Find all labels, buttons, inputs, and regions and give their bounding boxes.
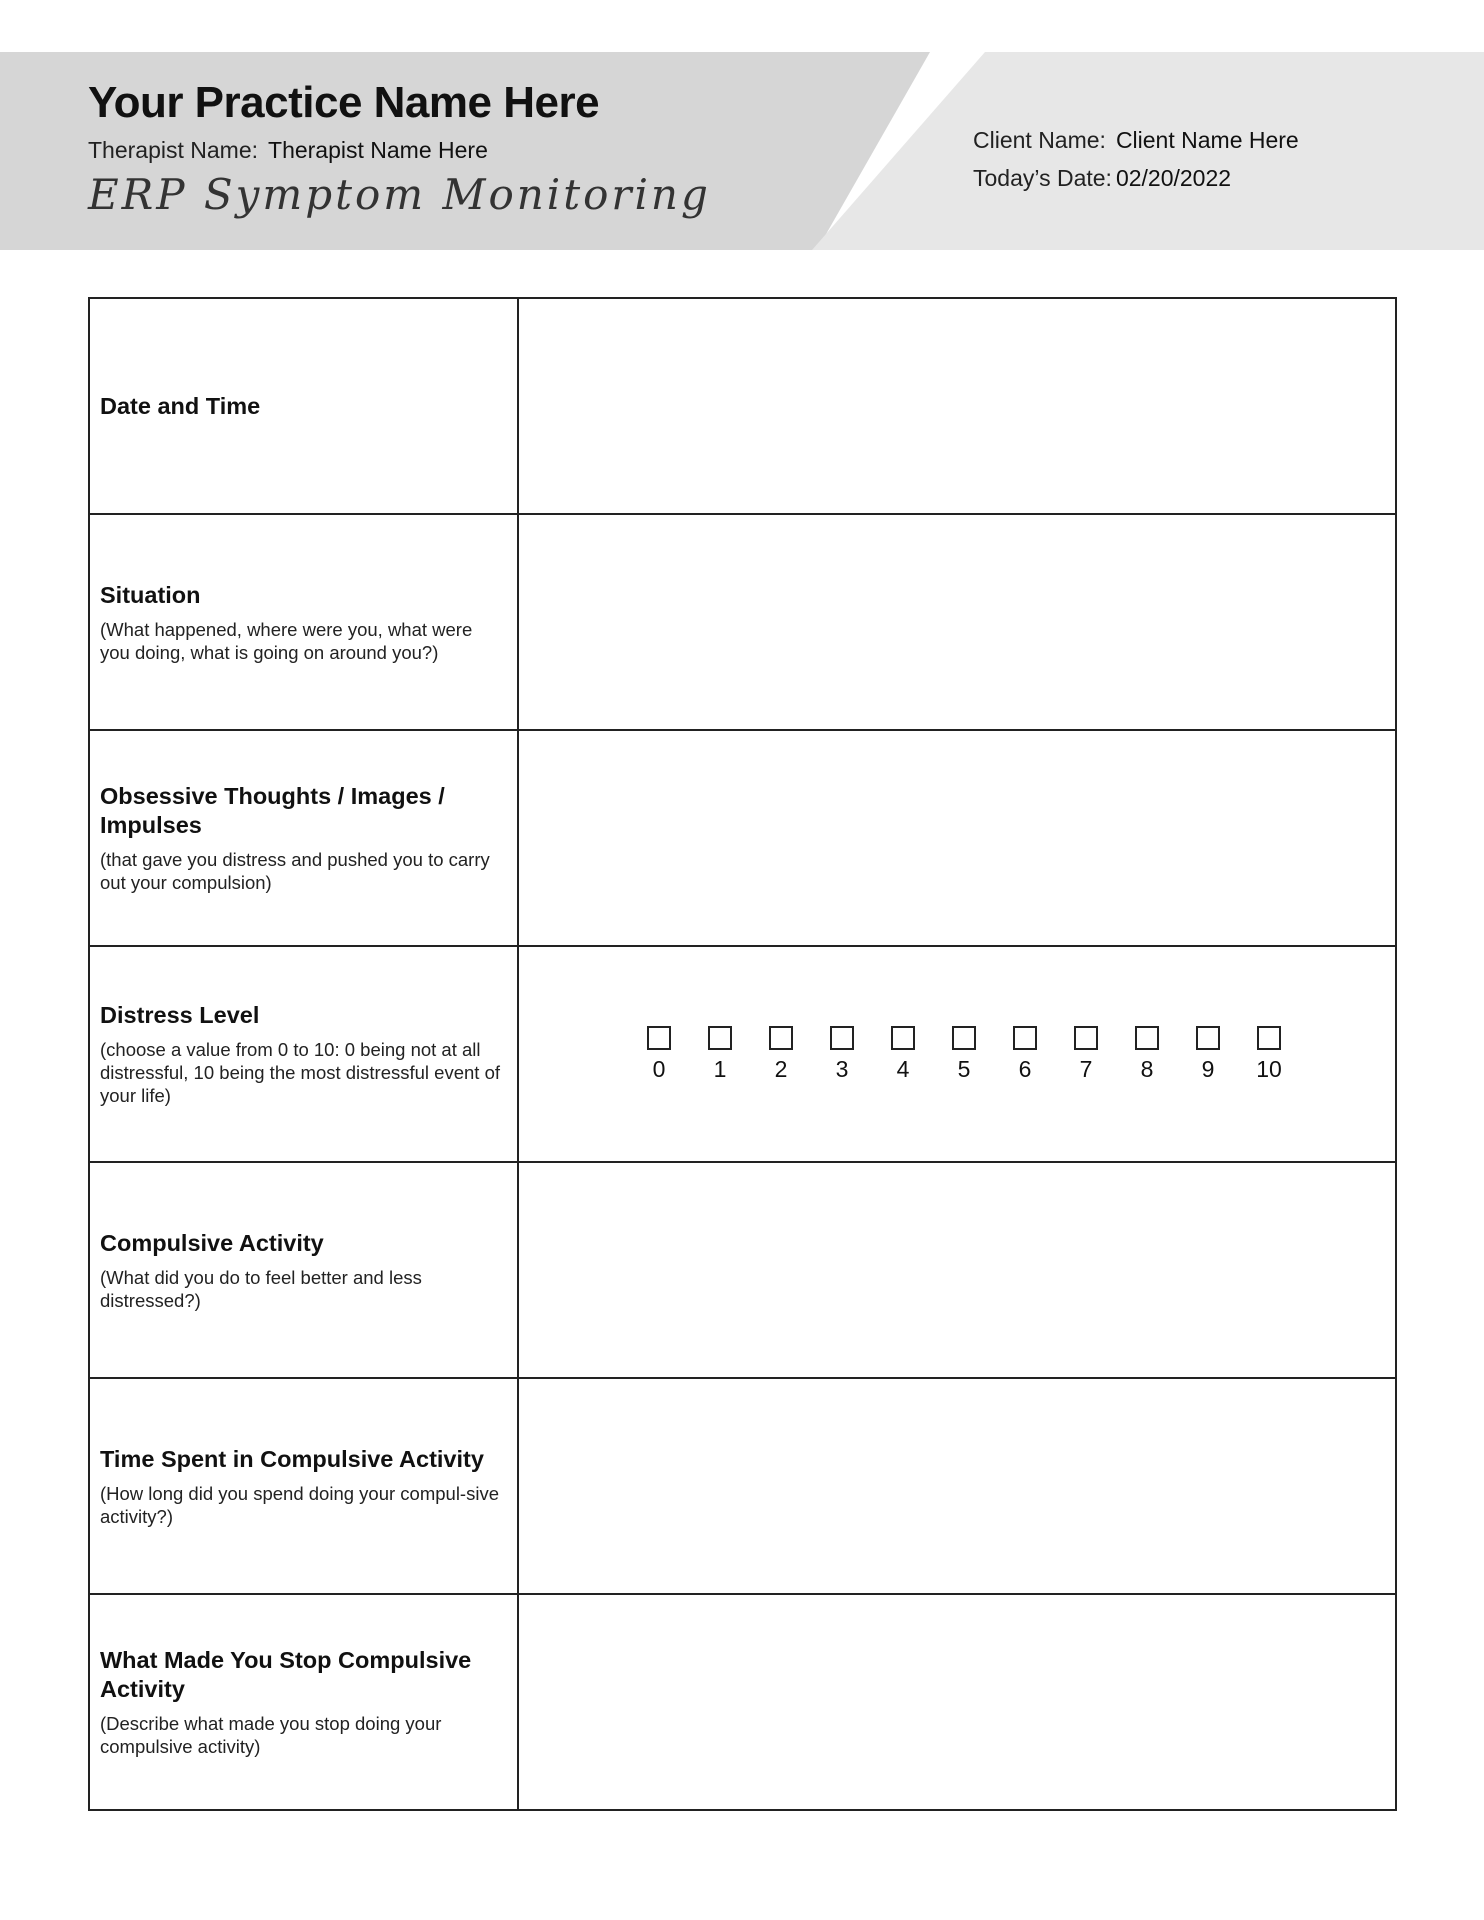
therapist-value[interactable]: Therapist Name Here	[268, 137, 488, 163]
checkbox[interactable]	[891, 1026, 915, 1050]
row-title: Time Spent in Compulsive Activity	[100, 1445, 484, 1472]
todays-date	[973, 165, 1231, 192]
row-label-cell	[89, 1162, 518, 1378]
table-row	[89, 730, 1396, 946]
row-description: (Describe what made you stop doing your compulsive activity)	[100, 1713, 442, 1757]
response-field[interactable]	[518, 1594, 1396, 1810]
row-description: (What did you do to feel better and less distressed?)	[100, 1266, 422, 1311]
row-title: Compulsive Activity	[100, 1229, 324, 1256]
row-title: Distress Level	[100, 1002, 260, 1028]
row-label-cell	[89, 1594, 518, 1810]
table-row	[89, 1594, 1396, 1810]
row-description: (How long did you spend doing your compul-sive activity?)	[100, 1482, 499, 1527]
table-row	[89, 514, 1396, 730]
row-description: (that gave you distress and pushed you to carry out your compulsion)	[100, 849, 490, 893]
form-title: ERP Symptom Monitoring	[88, 170, 711, 219]
distress-option[interactable]	[1011, 1026, 1039, 1083]
distress-option-label: 1	[713, 1055, 727, 1082]
table-row	[89, 946, 1396, 1162]
distress-scale	[533, 1026, 1395, 1083]
distress-option-label: 5	[957, 1055, 971, 1082]
response-field[interactable]	[518, 730, 1396, 946]
client-value[interactable]: Client Name Here	[1115, 127, 1299, 153]
row-label-cell	[89, 298, 518, 514]
distress-option-label: 6	[1018, 1055, 1032, 1082]
row-label-cell	[89, 730, 518, 946]
distress-option[interactable]	[706, 1026, 734, 1083]
checkbox[interactable]	[769, 1026, 793, 1050]
row-title: Date and Time	[100, 392, 261, 419]
row-title: Situation	[100, 581, 201, 608]
table-row	[89, 1162, 1396, 1378]
response-field[interactable]	[518, 1378, 1396, 1594]
row-label-cell	[89, 514, 518, 730]
therapist-label: Therapist Name:	[88, 137, 259, 163]
distress-option[interactable]	[950, 1026, 978, 1083]
checkbox[interactable]	[1074, 1026, 1098, 1050]
distress-option-label: 10	[1256, 1055, 1282, 1082]
distress-option[interactable]	[828, 1026, 856, 1083]
row-description: (choose a value from 0 to 10: 0 being not at all distressful, 10 being the most distressful event of your life)	[100, 1039, 501, 1106]
client-label: Client Name:	[973, 127, 1106, 153]
client-name	[973, 127, 1299, 154]
response-field[interactable]	[518, 1162, 1396, 1378]
response-field[interactable]	[518, 514, 1396, 730]
row-title: Obsessive Thoughts / Images / Impulses	[100, 783, 445, 838]
distress-option-label: 4	[896, 1055, 910, 1082]
distress-option[interactable]	[1133, 1026, 1161, 1083]
distress-option[interactable]	[767, 1026, 795, 1083]
checkbox[interactable]	[647, 1026, 671, 1050]
therapist-name	[88, 137, 488, 164]
checkbox[interactable]	[952, 1026, 976, 1050]
distress-option-label: 7	[1079, 1055, 1093, 1082]
distress-option-label: 2	[774, 1055, 788, 1082]
distress-option[interactable]	[1194, 1026, 1222, 1083]
checkbox[interactable]	[1257, 1026, 1281, 1050]
checkbox[interactable]	[1196, 1026, 1220, 1050]
row-title: What Made You Stop Compulsive Activity	[100, 1647, 472, 1702]
row-description: (What happened, where were you, what were you doing, what is going on around you?)	[100, 618, 473, 663]
distress-option[interactable]	[889, 1026, 917, 1083]
checkbox[interactable]	[1135, 1026, 1159, 1050]
date-value[interactable]: 02/20/2022	[1115, 165, 1232, 191]
row-label-cell	[89, 1378, 518, 1594]
checkbox[interactable]	[1013, 1026, 1037, 1050]
date-label: Today’s Date:	[973, 165, 1112, 191]
practice-name: Your Practice Name Here	[88, 78, 600, 127]
row-label-cell	[89, 946, 518, 1162]
table-row	[89, 298, 1396, 514]
table-row	[89, 1378, 1396, 1594]
distress-scale-cell	[518, 946, 1396, 1162]
distress-option-label: 9	[1201, 1055, 1215, 1082]
distress-option-label: 0	[652, 1055, 666, 1082]
response-field[interactable]	[518, 298, 1396, 514]
distress-option[interactable]	[1255, 1026, 1283, 1083]
checkbox[interactable]	[708, 1026, 732, 1050]
distress-option[interactable]	[1072, 1026, 1100, 1083]
distress-option-label: 3	[835, 1055, 849, 1082]
monitoring-table	[88, 297, 1397, 1811]
checkbox[interactable]	[830, 1026, 854, 1050]
distress-option-label: 8	[1140, 1055, 1154, 1082]
distress-option[interactable]	[645, 1026, 673, 1083]
